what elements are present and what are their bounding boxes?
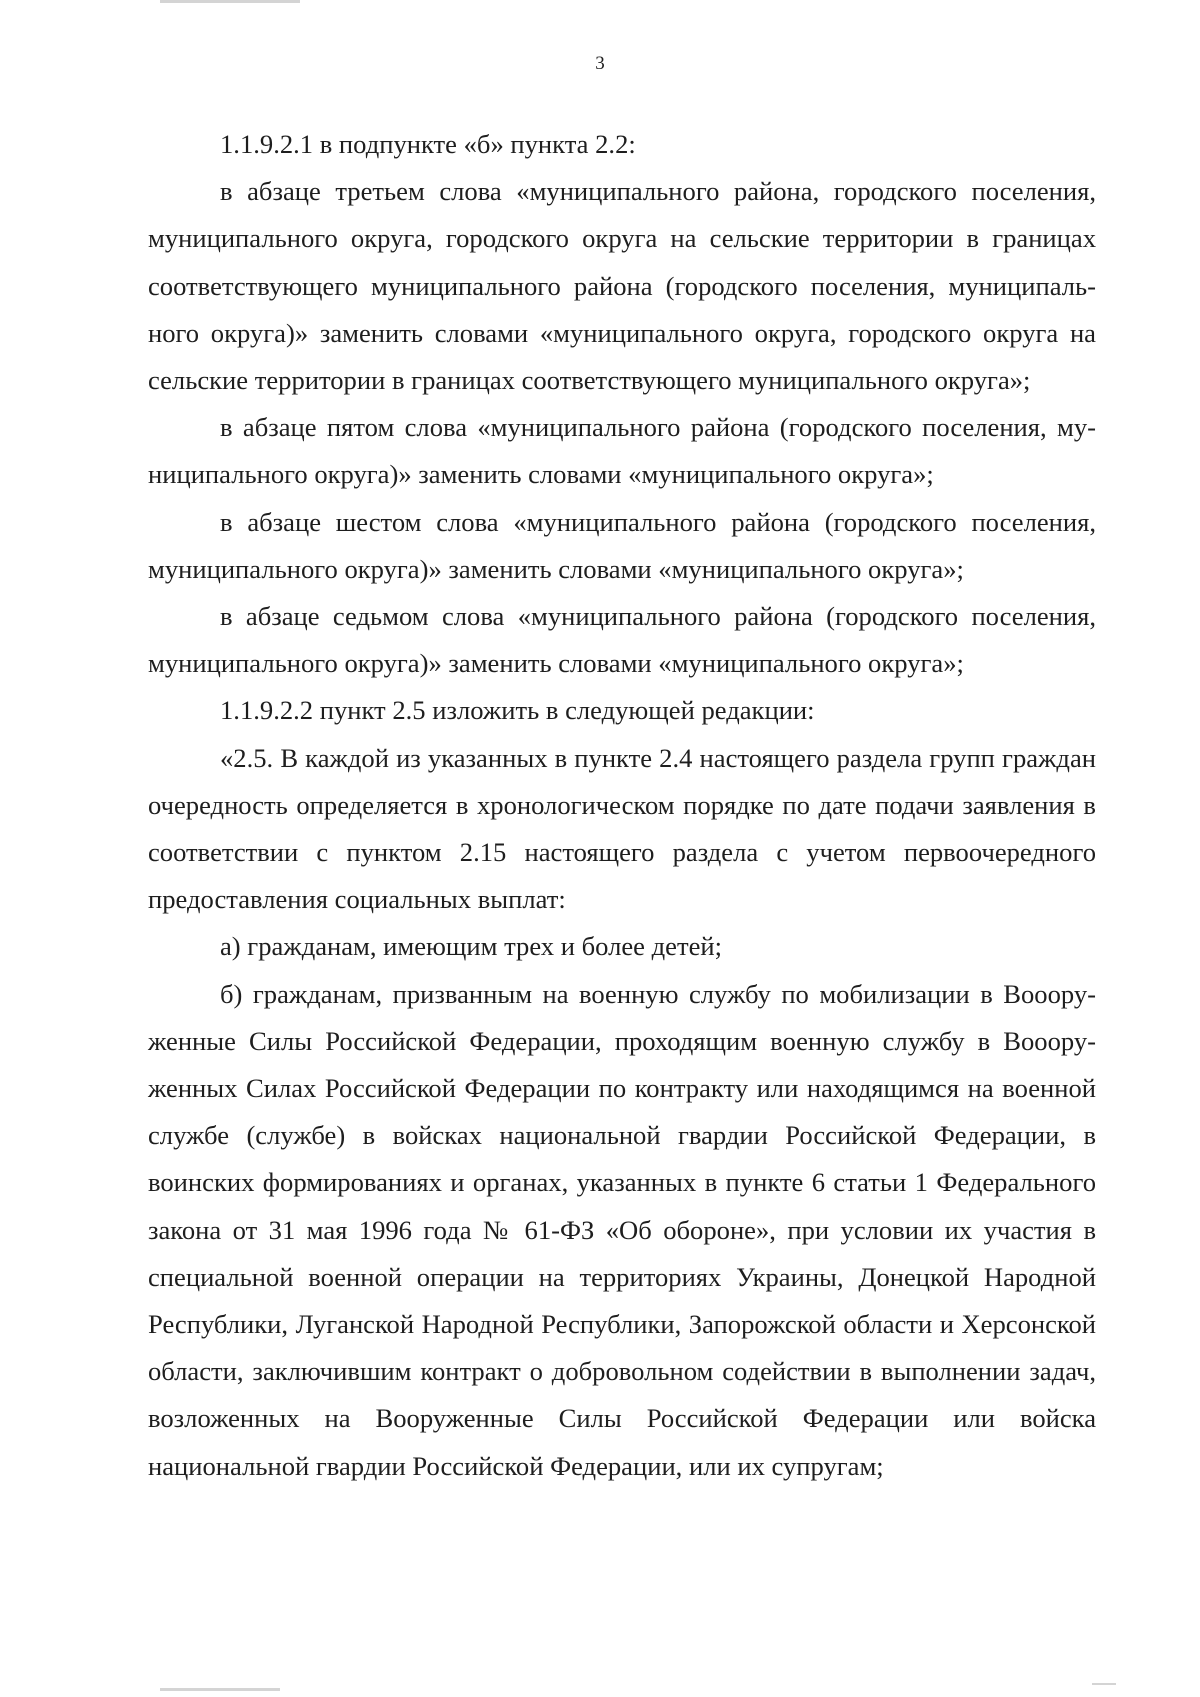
document-body — [148, 121, 1096, 1490]
paragraph-abzac-6: в абзаце шестом слова «муниципального района (городского поселения, муниципального округа)» заменить словами «муниципального округа»; — [148, 506, 1096, 584]
paragraph-item-b: б) гражданам, призванным на военную службу по мобилизации в Воооруженные Силы Российской Федерации, проходящим военную службу в Воооруженных Силах Российской Федерации по контракту или находящимся на военной службе (службе) в войсках национальной гвардии Российской Федерации, в воинских формированиях и органах, указанных в пункте 6 статьи 1 Федерального закона от 31 мая 1996 года № 61-ФЗ «Об обороне», при условии их участия в специальной военной операции на территориях Украины, Донецкой Народной Республики, Луганской Народной Республики, Запорожской области и Херсонской области, заключившим контракт о добровольном содействии в выполнении задач, возложенных на Вооруженные Силы Российской Федерации или войска национальной гвардии Российской Федерации, или их супругам; — [148, 978, 1096, 1481]
scan-artifact-bottom-right — [1092, 1683, 1116, 1685]
paragraph-abzac-5: в абзаце пятом слова «муниципального района (городского поселения, муниципального округа)» заменить словами «муниципального округа»; — [148, 412, 1096, 490]
paragraph-2-5: «2.5. В каждой из указанных в пункте 2.4 настоящего раздела групп граждан очередность определяется в хронологическом порядке по дате подачи заявления в соответствии с пунктом 2.15 настоящего раздела с учетом первоочередного предоставления социальных выплат: — [148, 742, 1096, 915]
paragraph-1-1-9-2-2: 1.1.9.2.2 пункт 2.5 изложить в следующей редакции: — [220, 695, 815, 726]
page-number: 3 — [595, 53, 605, 74]
scan-artifact-bottom-left — [160, 1688, 280, 1691]
paragraph-item-a: а) гражданам, имеющим трех и более детей; — [220, 931, 723, 962]
paragraph-abzac-3: в абзаце третьем слова «муниципального района, городского поселения, муниципального округа, городского округа на сельские территории в границах соответствующего муниципального района (городского поселения, муниципального округа)» заменить словами «муниципального округа, городского округа на сельские территории в границах соответствующего муниципального округа»; — [148, 176, 1096, 396]
scan-artifact-top — [160, 0, 300, 3]
paragraph-abzac-7: в абзаце седьмом слова «муниципального района (городского поселения, муниципального округа)» заменить словами «муниципального округа»; — [148, 601, 1096, 679]
paragraph-1-1-9-2-1: 1.1.9.2.1 в подпункте «б» пункта 2.2: — [220, 129, 636, 159]
